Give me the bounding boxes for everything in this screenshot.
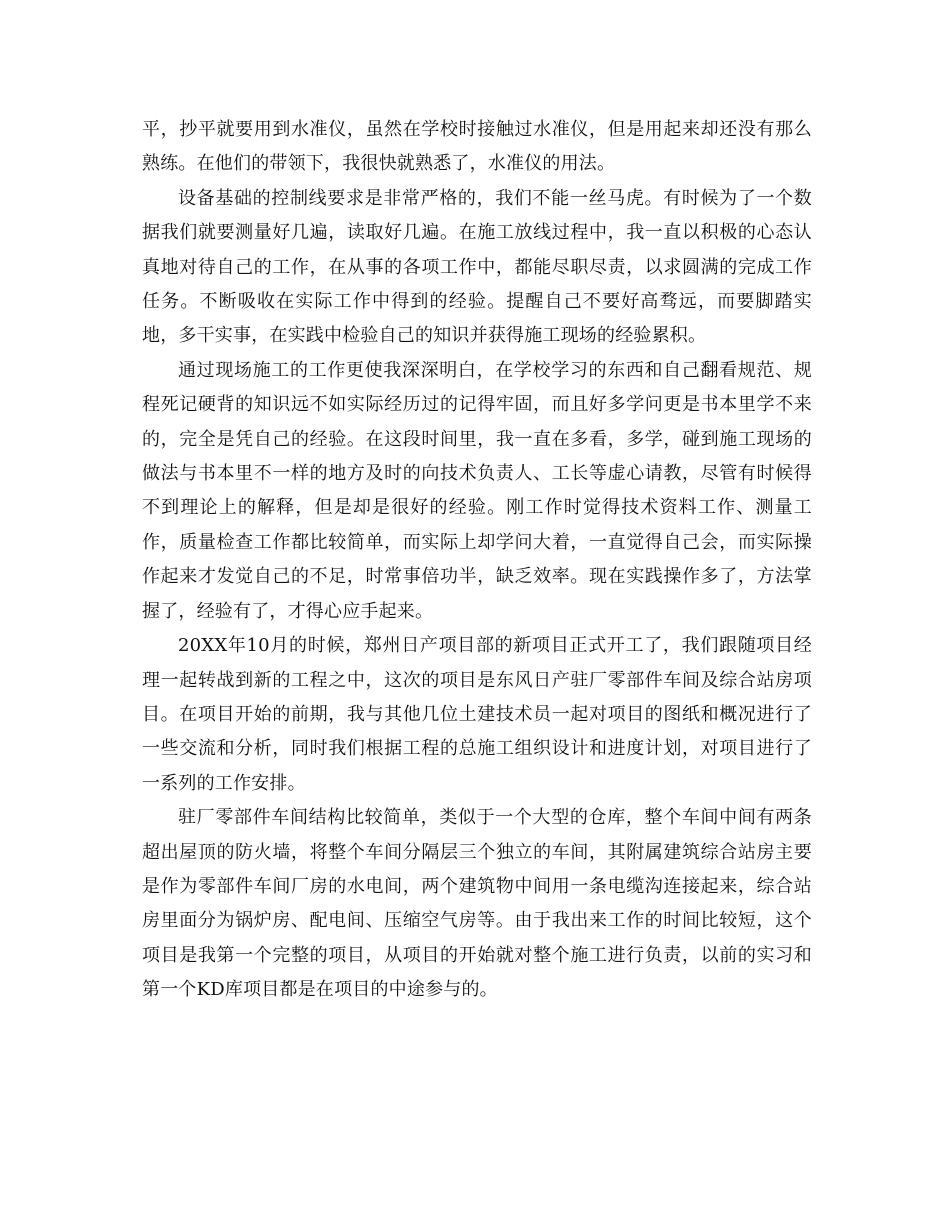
document-body — [142, 113, 812, 1008]
paragraph-4: 20XX年10月的时候，郑州日产项目部的新项目正式开工了，我们跟随项目经理一起转战到新的工程之中，这次的项目是东风日产驻厂零部件车间及综合站房项目。在项目开始的前期，我与其他几位土建技术员一起对项目的图纸和概况进行了一些交流和分析，同时我们根据工程的总施工组织设计和进度计划，对项目进行了一系列的工作安排。 — [142, 635, 812, 794]
paragraph-2: 设备基础的控制线要求是非常严格的，我们不能一丝马虎。有时候为了一个数据我们就要测量好几遍，读取好几遍。在施工放线过程中，我一直以积极的心态认真地对待自己的工作，在从事的各项工作中，都能尽职尽责，以求圆满的完成工作任务。不断吸收在实际工作中得到的经验。提醒自己不要好高骛远，而要脚踏实地，多干实事，在实践中检验自己的知识并获得施工现场的经验累积。 — [142, 187, 812, 347]
paragraph-5: 驻厂零部件车间结构比较简单，类似于一个大型的仓库，整个车间中间有两条超出屋顶的防火墙，将整个车间分隔层三个独立的车间，其附属建筑综合站房主要是作为零部件车间厂房的水电间，两个建筑物中间用一条电缆沟连接起来，综合站房里面分为锅炉房、配电间、压缩空气房等。由于我出来工作的时间比较短，这个项目是我第一个完整的项目，从项目的开始就对整个施工进行负责，以前的实习和第一个KD库项目都是在项目的中途参与的。 — [142, 807, 812, 1001]
paragraph-3: 通过现场施工的工作更使我深深明白，在学校学习的东西和自己翻看规范、规程死记硬背的知识远不如实际经历过的记得牢固，而且好多学问更是书本里学不来的，完全是凭自己的经验。在这段时间里，我一直在多看，多学，碰到施工现场的做法与书本里不一样的地方及时的向技术负责人、工长等虚心请教，尽管有时候得不到理论上的解释，但是却是很好的经验。刚工作时觉得技术资料工作、测量工作，质量检查工作都比较简单，而实际上却学问大着，一直觉得自己会，而实际操作起来才发觉自己的不足，时常事倍功半，缺乏效率。现在实践操作多了，方法掌握了，经验有了，才得心应手起来。 — [142, 359, 812, 622]
paragraph-1: 平，抄平就要用到水准仪，虽然在学校时接触过水准仪，但是用起来却还没有那么熟练。在他们的带领下，我很快就熟悉了，水准仪的用法。 — [142, 119, 812, 175]
